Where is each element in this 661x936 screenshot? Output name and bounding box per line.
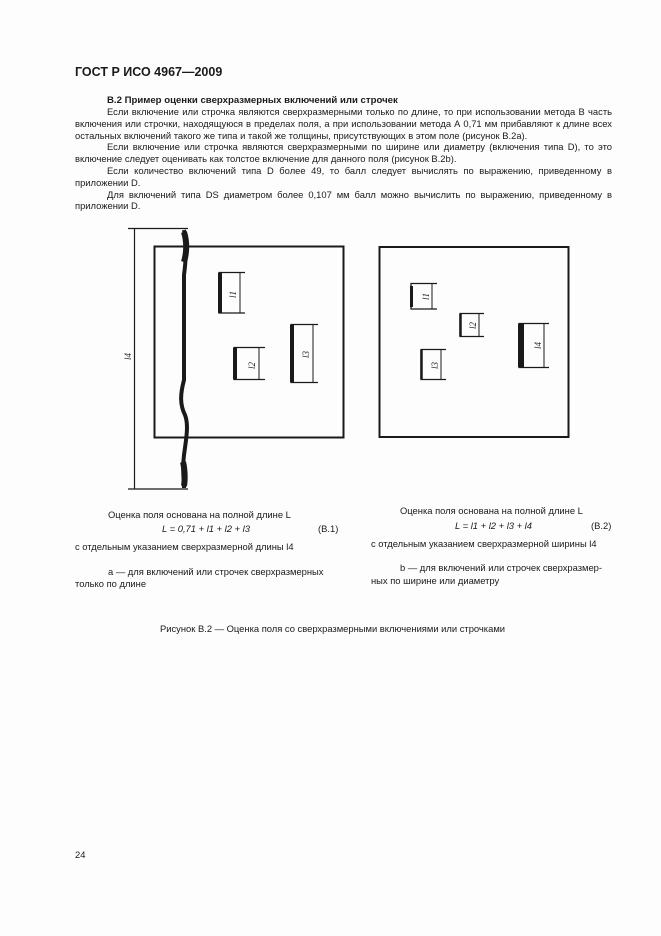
panel-a-note: с отдельным указанием сверхразмерной длины l4 (75, 541, 294, 552)
label-l4-b: l4 (533, 341, 543, 349)
label-l2-b: l2 (468, 321, 478, 329)
label-l3-b: l3 (430, 361, 440, 369)
paragraph: Если включение или строчка являются сверхразмерными только по длине, то при использовании метода B часть включения или строчки, находящуюся в пределах поля, а при использовании метода А 0,71 мм прибавляют к длине всех остальных включений такого же типа и такой же толщины, присутствующих в этом поле (рисунок B.2a). (75, 106, 612, 141)
page-number: 24 (75, 849, 86, 860)
panel-a-caption: a — для включений или строчек сверхразмерных (108, 566, 324, 577)
formula-b2: L = l1 + l2 + l3 + l4 (455, 520, 532, 531)
figure-caption: Рисунок B.2 — Оценка поля со сверхразмерными включениями или строчками (160, 623, 506, 634)
eq-number-b2: (B.2) (591, 520, 612, 531)
label-l1-a: l1 (228, 290, 238, 298)
paragraph: Если количество включений типа D более 49, то балл следует вычислять по выражению, приведенному в приложении D. (75, 164, 612, 188)
panel-b-caption: b — для включений или строчек сверхразмер- (400, 562, 603, 573)
label-l3-a: l3 (301, 350, 311, 358)
label-l2-a: l2 (247, 361, 257, 369)
section-title: B.2 Пример оценки сверхразмерных включений или строчек (107, 95, 398, 106)
panel-b-caption-cont: ных по ширине или диаметру (371, 575, 500, 586)
paragraph: Для включений типа DS диаметром более 0,107 мм балл можно вычислить по выражению, приведенному в приложении D. (75, 188, 612, 212)
panel-b-basis: Оценка поля основана на полной длине L (400, 505, 583, 516)
label-l1-b: l1 (421, 292, 431, 300)
panel-a-basis: Оценка поля основана на полной длине L (108, 509, 291, 520)
panel-a-drawing (128, 229, 344, 490)
panel-b-note: с отдельным указанием сверхразмерной ширины l4 (371, 538, 597, 549)
formula-b1: L = 0,71 + l1 + l2 + l3 (162, 523, 250, 534)
label-l4-a: l4 (123, 352, 133, 360)
paragraph: Если включение или строчка являются сверхразмерными по ширине или диаметру (включения типа D), то это включение следует оценивать как толстое включение для данного поля (рисунок B.2b). (75, 141, 612, 165)
eq-number-b1: (B.1) (318, 523, 339, 534)
document-id: ГОСТ Р ИСО 4967—2009 (75, 65, 223, 79)
panel-a-caption-cont: только по длине (75, 578, 147, 589)
oversized-stringer (181, 230, 187, 488)
